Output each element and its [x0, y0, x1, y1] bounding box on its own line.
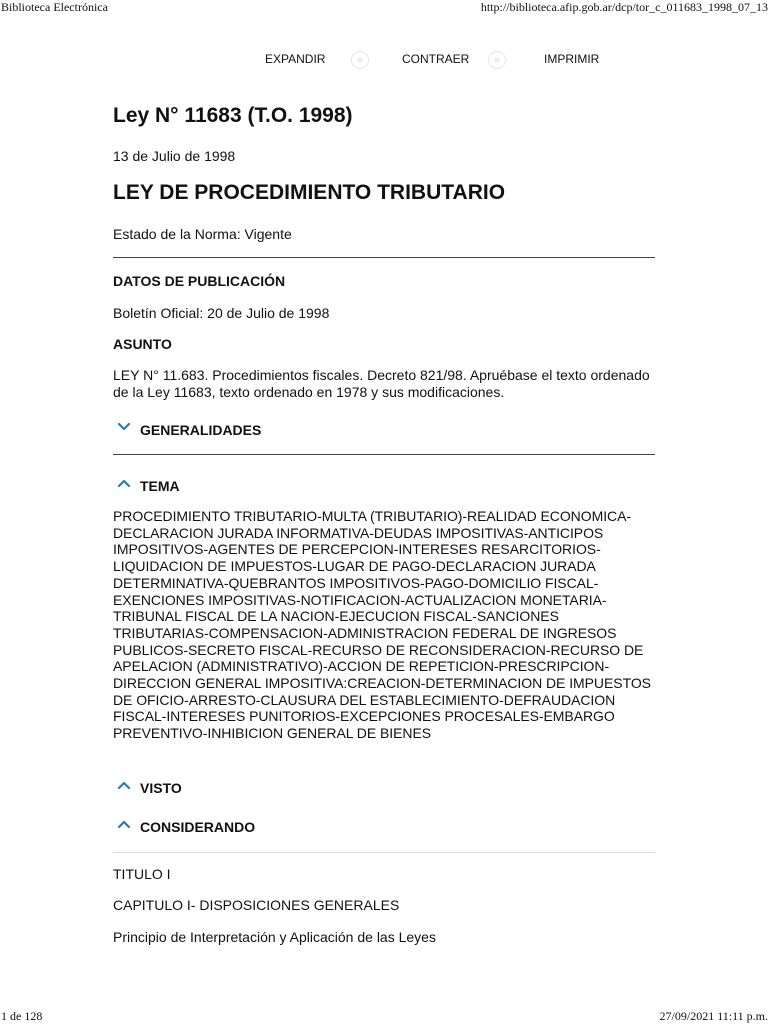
divider — [113, 257, 655, 258]
site-title: Biblioteca Electrónica — [1, 0, 108, 14]
subject-heading: ASUNTO — [113, 336, 172, 352]
print-footer — [0, 1009, 768, 1025]
toolbar — [0, 52, 768, 70]
tema-text: PROCEDIMIENTO TRIBUTARIO-MULTA (TRIBUTARIO)-REALIDAD ECONOMICA-DECLARACION JURADA INFORMATIVA-DEUDAS IMPOSITIVAS-ANTICIPOS IMPOSITIVOS-AGENTES DE PERCEPCION-INTERESES RESARCITORIOS-LIQUIDACION DE IMPUESTOS-LUGAR DE PAGO-DECLARACION JURADA DETERMINATIVA-QUEBRANTOS IMPOSITIVOS-PAGO-DOMICILIO FISCAL-EXENCIONES IMPOSITIVAS-NOTIFICACION-ACTUALIZACION MONETARIA-TRIBUNAL FISCAL DE LA NACION-EJECUCION FISCAL-SANCIONES TRIBUTARIAS-COMPENSACION-ADMINISTRACION FEDERAL DE INGRESOS PUBLICOS-SECRETO FISCAL-RECURSO DE RECONSIDERACION-RECURSO DE APELACION (ADMINISTRATIVO)-ACCION DE REPETICION-PRESCRIPCION-DIRECCION GENERAL IMPOSITIVA:CREACION-DETERMINACION DE IMPUESTOS DE OFICIO-ARRESTO-CLAUSURA DEL ESTABLECIMIENTO-DEFRAUDACION FISCAL-INTERESES PUNITORIOS-EXCEPCIONES PROCESALES-EMBARGO PREVENTIVO-INHIBICION GENERAL DE BIENES — [113, 508, 651, 742]
chevron-up-icon — [117, 478, 131, 488]
expand-icon[interactable] — [351, 51, 369, 69]
chevron-up-icon — [117, 780, 131, 790]
publication-heading: DATOS DE PUBLICACIÓN — [113, 273, 286, 289]
page-url: http://biblioteca.afip.gob.ar/dcp/tor_c_011683_1998_07_13 — [480, 0, 768, 14]
print-datetime: 27/09/2021 11:11 p.m. — [659, 1009, 768, 1023]
section-generalidades-toggle[interactable] — [113, 422, 413, 440]
section-considerando-toggle[interactable] — [113, 819, 413, 837]
page-number: 1 de 128 — [1, 1009, 43, 1023]
section-visto-toggle[interactable] — [113, 780, 413, 798]
collapse-icon[interactable] — [488, 51, 506, 69]
section-tema-label: TEMA — [140, 478, 180, 494]
expand-button[interactable]: EXPANDIR — [265, 52, 326, 66]
chevron-up-icon — [117, 819, 131, 829]
titulo-heading: TITULO I — [113, 866, 171, 882]
principio-heading: Principio de Interpretación y Aplicación de las Leyes — [113, 929, 436, 945]
print-button[interactable]: IMPRIMIR — [544, 52, 600, 66]
law-status: Estado de la Norma: Vigente — [113, 226, 292, 242]
publication-value: Boletín Oficial: 20 de Julio de 1998 — [113, 305, 330, 321]
section-visto-label: VISTO — [140, 780, 182, 796]
subject-text: LEY N° 11.683. Procedimientos fiscales. Decreto 821/98. Apruébase el texto ordenado de la Ley 11683, texto ordenado en 1978 y sus modificaciones. — [113, 367, 650, 400]
print-header — [0, 0, 768, 16]
divider — [113, 454, 655, 455]
capitulo-heading: CAPITULO I- DISPOSICIONES GENERALES — [113, 897, 400, 913]
page-title: Ley N° 11683 (T.O. 1998) — [113, 104, 353, 127]
law-date: 13 de Julio de 1998 — [113, 148, 236, 164]
section-considerando-label: CONSIDERANDO — [140, 819, 256, 835]
divider — [113, 852, 655, 853]
law-name: LEY DE PROCEDIMIENTO TRIBUTARIO — [113, 181, 506, 204]
section-generalidades-label: GENERALIDADES — [140, 422, 262, 438]
collapse-button[interactable]: CONTRAER — [402, 52, 470, 66]
section-tema-toggle[interactable] — [113, 478, 413, 496]
chevron-down-icon — [117, 422, 131, 432]
